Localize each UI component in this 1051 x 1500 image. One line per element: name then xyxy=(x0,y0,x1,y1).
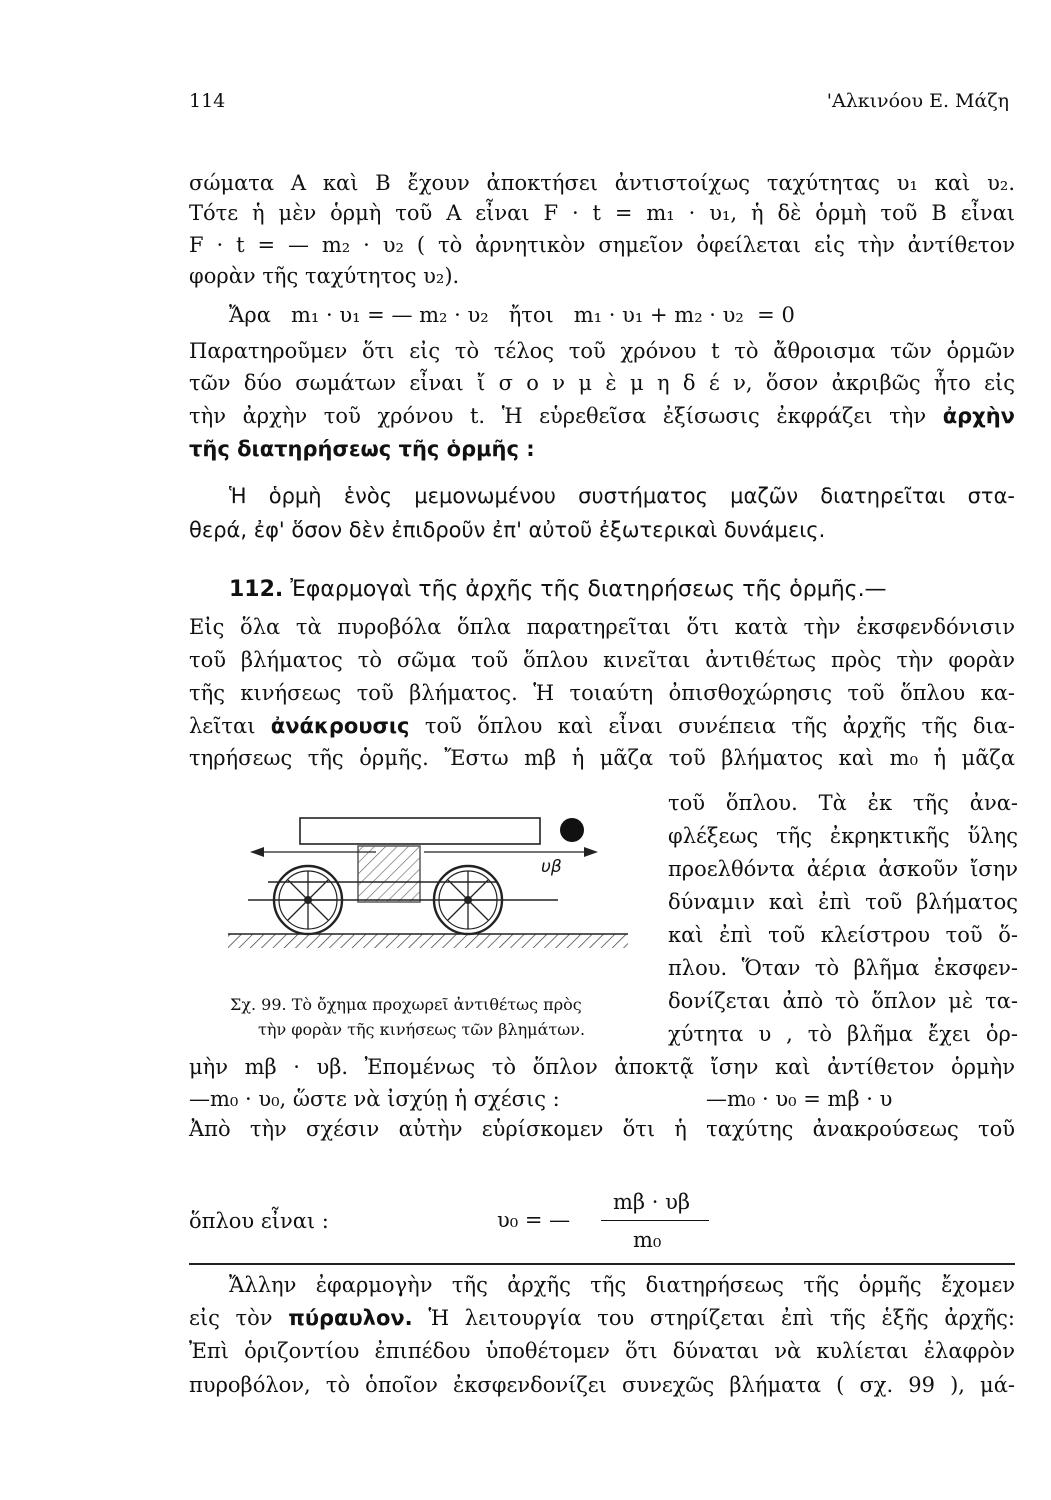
text-line: —m₀ · υ₀, ὥστε νὰ ἰσχύῃ ἡ σχέσις : xyxy=(189,1087,560,1111)
recoil-relation: —m₀ · υ₀ = mβ · υ xyxy=(706,1087,893,1111)
text-line: δονίζεται ἀπὸ τὸ ὅπλον μὲ τα- xyxy=(668,989,1018,1013)
text-line: Εἰς ὅλα τὰ πυροβόλα ὅπλα παρατηρεῖται ὅτι κατὰ τὴν ἐκσφενδόνισιν xyxy=(189,615,1015,639)
principle-statement: Ἡ ὁρμὴ ἑνὸς μεμονωμένου συστήματος μαζῶν διατηρεῖται στα- xyxy=(229,484,1015,508)
page-number: 114 xyxy=(189,90,226,112)
wheel-left xyxy=(274,866,342,934)
equation-momentum: Ἄρα m₁ · υ₁ = — m₂ · υ₂ ἤτοι m₁ · υ₁ + m₂ · υ₂ = 0 xyxy=(229,303,795,327)
principle-title: τῆς διατηρήσεως τῆς ὁρμῆς : xyxy=(189,437,535,461)
text-line: τοῦ ὅπλου. Τὰ ἐκ τῆς ἀνα- xyxy=(668,791,1018,815)
text-line: Ἀπὸ τὴν σχέσιν αὐτὴν εὑρίσκομεν ὅτι ἡ ταχύτης ἀνακρούσεως τοῦ xyxy=(189,1117,1015,1141)
text-span: τοῦ ὅπλου καὶ εἶναι συνέπεια τῆς ἀρχῆς τῆς δια- xyxy=(424,714,1015,738)
projectile xyxy=(560,818,584,842)
text-line: τῆς κινήσεως τοῦ βλήματος. Ἡ τοιαύτη ὀπισθοχώρησις τοῦ ὅπλου κα- xyxy=(189,681,1015,705)
text-line: Ἄλλην ἐφαρμογὴν τῆς ἀρχῆς τῆς διατηρήσεως τῆς ὁρμῆς ἔχομεν xyxy=(229,1273,1015,1297)
text-span: Ἡ λειτουργία του στηρίζεται ἐπὶ τῆς ἑξῆς ἀρχῆς: xyxy=(428,1306,1015,1330)
text-line: πλου. Ὅταν τὸ βλῆμα ἐκσφεν- xyxy=(668,956,1018,980)
section-heading xyxy=(229,577,887,602)
section-title: Ἐφαρμογαὶ τῆς ἀρχῆς τῆς διατηρήσεως τῆς ὁρμῆς.— xyxy=(290,577,887,602)
text-line: F · t = — m₂ · υ₂ ( τὸ ἀρνητικὸν σημεῖον ὀφείλεται εἰς τὴν ἀντίθετον xyxy=(189,233,1015,257)
text-span: εἰς τὸν xyxy=(189,1306,273,1330)
divider-rule xyxy=(189,1263,1015,1265)
running-title: 'Αλκινόου Ε. Μάζη xyxy=(826,90,1009,112)
formula-lhs: υ₀ = — xyxy=(497,1208,571,1232)
bold-term: ἀνάκρουσις xyxy=(270,714,410,738)
figure-caption: τὴν φορὰν τῆς κινήσεως τῶν βλημάτων. xyxy=(258,1020,586,1039)
text-line: φορὰν τῆς ταχύτητος υ₂). xyxy=(189,264,460,288)
cart-diagram xyxy=(228,800,628,1005)
text-line: μὴν mβ · υβ. Ἐπομένως τὸ ὅπλον ἀποκτᾷ ἴσην καὶ ἀντίθετον ὁρμὴν xyxy=(189,1055,1015,1079)
recoil-arrowhead xyxy=(250,847,264,857)
velocity-arrowhead xyxy=(584,847,598,857)
text-line: χύτητα υ , τὸ βλῆμα ἔχει ὁρ- xyxy=(668,1022,1018,1046)
text-line xyxy=(189,713,1015,739)
text-line: τοῦ βλήματος τὸ σῶμα τοῦ ὅπλου κινεῖται ἀντιθέτως πρὸς τὴν φορὰν xyxy=(189,648,1015,672)
wheel-right xyxy=(434,866,502,934)
text-line: Τότε ἡ μὲν ὁρμὴ τοῦ Α εἶναι F · t = m₁ · υ₁, ἡ δὲ ὁρμὴ τοῦ Β εἶναι xyxy=(189,201,1015,225)
text-span: λεῖται xyxy=(189,714,256,738)
text-line: Παρατηροῦμεν ὅτι εἰς τὸ τέλος τοῦ χρόνου t τὸ ἄθροισμα τῶν ὁρμῶν xyxy=(189,339,1015,363)
formula-numerator: mβ · υβ xyxy=(613,1190,690,1214)
text-line: δύναμιν καὶ ἐπὶ τοῦ βλήματος xyxy=(668,890,1018,914)
velocity-label: υβ xyxy=(541,857,562,877)
fraction-bar xyxy=(601,1220,709,1221)
bold-term: ἀρχὴν xyxy=(942,404,1015,428)
text-line: τηρήσεως τῆς ὁρμῆς. Ἔστω mβ ἡ μᾶζα τοῦ βλήματος καὶ m₀ ἡ μᾶζα xyxy=(189,746,1015,770)
figure-caption: Σχ. 99. Τὸ ὄχημα προχωρεῖ ἀντιθέτως πρὸς xyxy=(230,995,582,1014)
formula-denominator: m₀ xyxy=(633,1228,662,1252)
gun-barrel xyxy=(300,818,540,844)
text-line: πυροβόλον, τὸ ὁποῖον ἐκσφενδονίζει συνεχῶς βλήματα ( σχ. 99 ), μά- xyxy=(189,1373,1015,1397)
text-line: ὅπλου εἶναι : xyxy=(189,1209,329,1233)
bold-term: πύραυλον. xyxy=(288,1306,413,1330)
principle-statement: θερά, ἐφ' ὅσον δὲν ἐπιδροῦν ἐπ' αὐτοῦ ἐξωτερικαὶ δυνάμεις. xyxy=(189,518,826,542)
ground xyxy=(228,934,628,948)
text-line: Ἐπὶ ὁριζοντίου ἐπιπέδου ὑποθέτομεν ὅτι δύναται νὰ κυλίεται ἐλαφρὸν xyxy=(189,1339,1015,1363)
text-line xyxy=(189,1305,1015,1331)
text-line: τῶν δύο σωμάτων εἶναι ἴ σ ο ν μ ὲ μ η δ έ ν, ὅσον ἀκριβῶς ἦτο εἰς xyxy=(189,371,1015,395)
text-span: τὴν ἀρχὴν τοῦ χρόνου t. Ἡ εὑρεθεῖσα ἐξίσωσις ἐκφράζει τὴν xyxy=(189,404,927,428)
text-line xyxy=(189,403,1015,429)
section-number: 112. xyxy=(229,577,284,602)
text-line: καὶ ἐπὶ τοῦ κλείστρου τοῦ ὅ- xyxy=(668,923,1018,947)
text-line: προελθόντα ἀέρια ἀσκοῦν ἴσην xyxy=(668,857,1018,881)
cart-body xyxy=(358,846,420,902)
text-line: σώματα Α καὶ Β ἔχουν ἀποκτήσει ἀντιστοίχως ταχύτητας υ₁ καὶ υ₂. xyxy=(189,171,1015,195)
text-line: φλέξεως τῆς ἐκρηκτικῆς ὕλης xyxy=(668,824,1018,848)
